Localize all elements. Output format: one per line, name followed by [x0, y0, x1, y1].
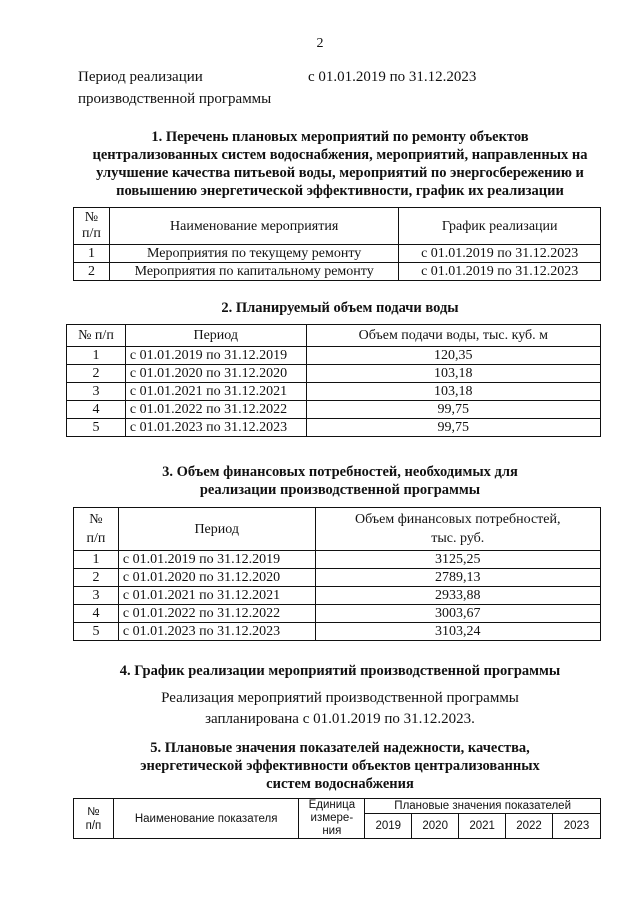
table-row	[67, 419, 601, 437]
section2-title: 2. Планируемый объем подачи воды	[221, 300, 459, 316]
section1-title	[60, 128, 620, 200]
table-row	[67, 347, 601, 365]
row-num: 1	[74, 245, 110, 263]
header-planned-values: Плановые значения показателей	[365, 799, 601, 814]
header-finance-line1: Объем финансовых потребностей,	[355, 512, 561, 527]
section3-table	[73, 507, 601, 641]
row-name: Мероприятия по текущему ремонту	[109, 245, 398, 263]
table-row	[74, 263, 601, 281]
header-year: 2019	[365, 814, 412, 839]
section3-title-line: реализации производственной программы	[199, 482, 481, 498]
row-num: 2	[74, 569, 119, 587]
period-label-line2: производственной программы	[78, 91, 272, 107]
row-period: с 01.01.2020 по 31.12.2020	[125, 365, 306, 383]
table-row	[74, 245, 601, 263]
header-year: 2022	[506, 814, 553, 839]
section5-title	[60, 739, 620, 793]
row-period: с 01.01.2020 по 31.12.2020	[118, 569, 315, 587]
section2-table	[66, 324, 601, 437]
row-value: 3125,25	[315, 551, 600, 569]
table-header-row	[74, 508, 601, 551]
header-schedule: График реализации	[399, 208, 601, 245]
section1-title-line: централизованных систем водоснабжения, мероприятий, направленных на	[92, 147, 588, 163]
row-num: 1	[67, 347, 126, 365]
header-num	[74, 799, 114, 839]
table-row	[74, 551, 601, 569]
header-num: № п/п	[67, 325, 126, 347]
table-row	[74, 569, 601, 587]
row-num: 4	[74, 605, 119, 623]
table-row	[74, 623, 601, 641]
header-finance	[315, 508, 600, 551]
period-label-line1: Период реализации	[78, 69, 203, 85]
header-num	[74, 508, 119, 551]
row-schedule: с 01.01.2019 по 31.12.2023	[399, 245, 601, 263]
row-period: с 01.01.2021 по 31.12.2021	[118, 587, 315, 605]
row-value: 99,75	[306, 401, 600, 419]
period-value: с 01.01.2019 по 31.12.2023	[308, 69, 477, 85]
row-period: с 01.01.2023 по 31.12.2023	[118, 623, 315, 641]
row-period: с 01.01.2019 по 31.12.2019	[125, 347, 306, 365]
table-row	[74, 605, 601, 623]
section1-table	[73, 207, 601, 281]
header-unit-line3: ния	[322, 825, 342, 837]
header-unit	[299, 799, 365, 839]
row-value: 3103,24	[315, 623, 600, 641]
row-period: с 01.01.2022 по 31.12.2022	[125, 401, 306, 419]
section5-title-line: энергетической эффективности объектов централизованных	[140, 758, 540, 774]
row-num: 3	[67, 383, 126, 401]
row-num: 4	[67, 401, 126, 419]
table-header-row	[74, 208, 601, 245]
section5-table	[73, 798, 601, 839]
table-row	[67, 401, 601, 419]
row-name: Мероприятия по капитальному ремонту	[109, 263, 398, 281]
header-volume: Объем подачи воды, тыс. куб. м	[306, 325, 600, 347]
header-num-line1: №	[89, 512, 103, 527]
table-row	[67, 383, 601, 401]
section5-title-line: 5. Плановые значения показателей надежности, качества,	[150, 740, 530, 756]
section5-title-line: систем водоснабжения	[266, 776, 414, 792]
header-unit-line2: измере-	[310, 812, 354, 824]
row-period: с 01.01.2021 по 31.12.2021	[125, 383, 306, 401]
section1-title-line: повышению энергетической эффективности, график их реализации	[116, 183, 564, 199]
row-num: 5	[67, 419, 126, 437]
header-year: 2023	[553, 814, 601, 839]
row-schedule: с 01.01.2019 по 31.12.2023	[399, 263, 601, 281]
row-num: 2	[67, 365, 126, 383]
header-period: Период	[125, 325, 306, 347]
row-value: 120,35	[306, 347, 600, 365]
section1-title-line: 1. Перечень плановых мероприятий по ремонту объектов	[151, 129, 529, 145]
row-period: с 01.01.2022 по 31.12.2022	[118, 605, 315, 623]
header-num-line1: №	[87, 805, 100, 818]
row-period: с 01.01.2019 по 31.12.2019	[118, 551, 315, 569]
row-value: 2789,13	[315, 569, 600, 587]
row-value: 3003,67	[315, 605, 600, 623]
section4-text	[60, 688, 620, 730]
row-period: с 01.01.2023 по 31.12.2023	[125, 419, 306, 437]
header-num-line2: п/п	[86, 531, 106, 546]
section3-title	[60, 463, 620, 499]
row-value: 103,18	[306, 365, 600, 383]
row-num: 3	[74, 587, 119, 605]
table-header-row	[67, 325, 601, 347]
page-number: 2	[316, 36, 324, 51]
table-row	[67, 365, 601, 383]
row-value: 103,18	[306, 383, 600, 401]
section4-text-line: Реализация мероприятий производственной программы	[161, 690, 519, 706]
row-num: 1	[74, 551, 119, 569]
section3-title-line: 3. Объем финансовых потребностей, необходимых для	[162, 464, 518, 480]
header-year: 2020	[412, 814, 459, 839]
period-label	[78, 66, 271, 110]
header-indicator-name: Наименование показателя	[113, 799, 298, 839]
header-year: 2021	[459, 814, 506, 839]
row-value: 99,75	[306, 419, 600, 437]
header-unit-line1: Единица	[308, 799, 356, 811]
header-period: Период	[118, 508, 315, 551]
header-num-line2: п/п	[85, 819, 102, 832]
table-row	[74, 587, 601, 605]
header-num	[74, 208, 110, 245]
header-num-line2: п/п	[82, 226, 101, 241]
section1-title-line: улучшение качества питьевой воды, мероприятий по энергосбережению и	[96, 165, 584, 181]
header-finance-line2: тыс. руб.	[431, 531, 485, 546]
row-num: 2	[74, 263, 110, 281]
row-num: 5	[74, 623, 119, 641]
row-value: 2933,88	[315, 587, 600, 605]
section4-text-line: запланирована с 01.01.2019 по 31.12.2023.	[205, 711, 475, 727]
header-num-line1: №	[84, 210, 99, 225]
section4-title: 4. График реализации мероприятий производственной программы	[119, 663, 561, 679]
table-header-row	[74, 799, 601, 814]
header-name: Наименование мероприятия	[109, 208, 398, 245]
